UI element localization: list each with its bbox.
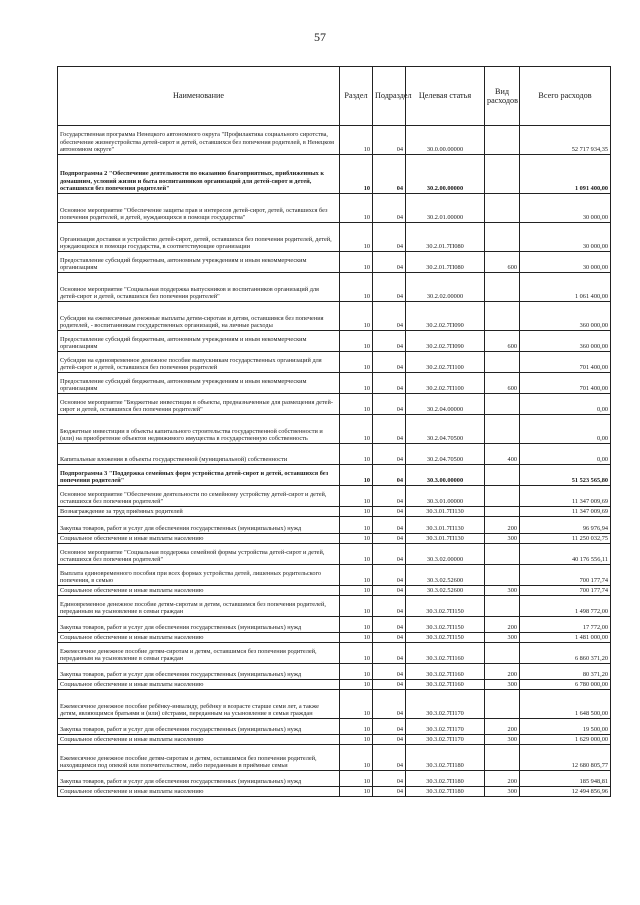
row-section: 10 [340, 643, 373, 664]
row-kind [485, 643, 520, 664]
table-row [58, 745, 611, 771]
row-target: 30.3.02.7П170 [406, 690, 485, 719]
table-row [58, 565, 611, 586]
row-subsection: 04 [373, 719, 406, 735]
row-target: 30.3.02.7П180 [406, 787, 485, 797]
row-total: 701 400,00 [520, 373, 611, 394]
row-kind: 600 [485, 331, 520, 352]
row-section: 10 [340, 586, 373, 596]
row-kind: 300 [485, 680, 520, 690]
table-row [58, 373, 611, 394]
row-section: 10 [340, 415, 373, 444]
row-subsection: 04 [373, 745, 406, 771]
row-target: 30.3.01.00000 [406, 486, 485, 507]
row-section: 10 [340, 690, 373, 719]
row-name: Основное мероприятие "Социальная поддержка выпускников и воспитанников организаций для детей-сирот и детей, оставшихся без попечения родителей" [58, 273, 340, 302]
table-row [58, 643, 611, 664]
row-kind [485, 465, 520, 486]
row-target: 30.3.02.7П180 [406, 745, 485, 771]
row-total: 30 000,00 [520, 252, 611, 273]
row-total: 701 400,00 [520, 352, 611, 373]
row-target: 30.3.01.7П130 [406, 517, 485, 534]
row-target: 30.3.01.7П130 [406, 534, 485, 544]
row-target: 30.3.02.7П160 [406, 643, 485, 664]
row-target: 30.3.02.52600 [406, 586, 485, 596]
row-section: 10 [340, 373, 373, 394]
row-target: 30.3.02.7П150 [406, 633, 485, 643]
row-kind: 200 [485, 664, 520, 680]
row-target: 30.2.04.00000 [406, 394, 485, 415]
row-name: Подпрограмма 2 "Обеспечение деятельности по оказанию благоприятных, приближенных к домашним, условий жизни и быта воспитанников организаций для детей-сирот и детей, оставшихся без попечения родителей" [58, 155, 340, 194]
row-total: 700 177,74 [520, 586, 611, 596]
row-name: Ежемесячное денежное пособие детям-сиротам и детям, оставшимся без попечения родителей, переданным на усыновление в семьи граждан [58, 643, 340, 664]
row-name: Основное мероприятие "Обеспечение защиты прав и интересов детей-сирот, детей, оставшихся без попечения родителей, и детей, нуждающихся в помощи государства" [58, 194, 340, 223]
header-subsection: Подраздел [373, 67, 406, 126]
row-section: 10 [340, 596, 373, 617]
row-name: Единовременное денежное пособие детям-сиротам и детям, оставшимся без попечения родителей, переданным на усыновление в семьи граждан [58, 596, 340, 617]
row-subsection: 04 [373, 273, 406, 302]
row-subsection: 04 [373, 664, 406, 680]
row-target: 30.3.02.7П160 [406, 680, 485, 690]
row-total: 700 177,74 [520, 565, 611, 586]
table-row [58, 690, 611, 719]
row-section: 10 [340, 517, 373, 534]
row-target: 30.2.00.00000 [406, 155, 485, 194]
row-total: 40 176 556,11 [520, 544, 611, 565]
table-row [58, 302, 611, 331]
row-section: 10 [340, 787, 373, 797]
row-kind [485, 690, 520, 719]
row-name: Субсидия на единовременное денежное пособие выпускникам государственных организаций для детей-сирот и детей, оставшихся без попечения родителей [58, 352, 340, 373]
row-name: Организация доставки и устройство детей-сирот, детей, оставшихся без попечения родителей, детей, нуждающихся в помощи государства, в соответствующие организации [58, 223, 340, 252]
row-target: 30.2.01.7П080 [406, 252, 485, 273]
row-total: 11 347 009,69 [520, 486, 611, 507]
row-total: 11 250 032,75 [520, 534, 611, 544]
table-row [58, 617, 611, 633]
row-kind: 600 [485, 373, 520, 394]
row-target: 30.2.01.7П080 [406, 223, 485, 252]
row-subsection: 04 [373, 444, 406, 465]
row-subsection: 04 [373, 415, 406, 444]
table-row [58, 719, 611, 735]
row-name: Закупка товаров, работ и услуг для обеспечения государственных (муниципальных) нужд [58, 617, 340, 633]
row-kind: 600 [485, 252, 520, 273]
row-total: 12 680 805,77 [520, 745, 611, 771]
row-section: 10 [340, 565, 373, 586]
row-subsection: 04 [373, 507, 406, 517]
header-target: Целевая статья [406, 67, 485, 126]
row-total: 1 061 400,00 [520, 273, 611, 302]
row-section: 10 [340, 273, 373, 302]
row-section: 10 [340, 352, 373, 373]
row-total: 6 860 371,20 [520, 643, 611, 664]
row-total: 0,00 [520, 394, 611, 415]
row-section: 10 [340, 194, 373, 223]
row-kind [485, 596, 520, 617]
table-row [58, 415, 611, 444]
table-row [58, 444, 611, 465]
row-subsection: 04 [373, 690, 406, 719]
table-row [58, 544, 611, 565]
row-total: 0,00 [520, 415, 611, 444]
row-subsection: 04 [373, 517, 406, 534]
row-section: 10 [340, 680, 373, 690]
row-subsection: 04 [373, 617, 406, 633]
row-kind: 300 [485, 735, 520, 745]
table-row [58, 596, 611, 617]
row-name: Закупка товаров, работ и услуг для обеспечения государственных (муниципальных) нужд [58, 771, 340, 787]
row-subsection: 04 [373, 534, 406, 544]
row-section: 10 [340, 735, 373, 745]
row-section: 10 [340, 394, 373, 415]
row-total: 17 772,00 [520, 617, 611, 633]
row-kind: 300 [485, 534, 520, 544]
table-row [58, 633, 611, 643]
row-subsection: 04 [373, 771, 406, 787]
row-target: 30.3.02.7П170 [406, 719, 485, 735]
row-total: 0,00 [520, 444, 611, 465]
row-target: 30.3.02.7П150 [406, 596, 485, 617]
row-target: 30.3.02.52600 [406, 565, 485, 586]
row-kind [485, 745, 520, 771]
row-target: 30.3.02.7П160 [406, 664, 485, 680]
row-name: Социальное обеспечение и иные выплаты населению [58, 787, 340, 797]
row-section: 10 [340, 155, 373, 194]
row-subsection: 04 [373, 126, 406, 155]
row-subsection: 04 [373, 252, 406, 273]
row-total: 12 494 856,96 [520, 787, 611, 797]
table-row [58, 194, 611, 223]
row-target: 30.2.01.00000 [406, 194, 485, 223]
row-target: 30.3.01.7П130 [406, 507, 485, 517]
row-name: Социальное обеспечение и иные выплаты населению [58, 735, 340, 745]
page-number: 57 [314, 30, 326, 44]
row-total: 1 091 400,00 [520, 155, 611, 194]
row-total: 1 498 772,00 [520, 596, 611, 617]
table-row [58, 664, 611, 680]
table-row [58, 534, 611, 544]
row-kind [485, 507, 520, 517]
row-name: Социальное обеспечение и иные выплаты населению [58, 534, 340, 544]
row-target: 30.2.04.70500 [406, 415, 485, 444]
row-total: 1 481 000,00 [520, 633, 611, 643]
table-row [58, 223, 611, 252]
row-target: 30.0.00.00000 [406, 126, 485, 155]
table-row [58, 155, 611, 194]
row-target: 30.2.04.70500 [406, 444, 485, 465]
row-section: 10 [340, 302, 373, 331]
table-row [58, 517, 611, 534]
row-kind [485, 394, 520, 415]
row-section: 10 [340, 486, 373, 507]
row-total: 6 780 000,00 [520, 680, 611, 690]
row-subsection: 04 [373, 486, 406, 507]
row-kind [485, 223, 520, 252]
row-name: Ежемесячное денежное пособие детям-сиротам и детям, оставшимся без попечения родителей, находящимся под опекой или попечительством, либо переданным в приёмные семьи [58, 745, 340, 771]
row-total: 80 371,20 [520, 664, 611, 680]
table-row [58, 507, 611, 517]
row-kind: 200 [485, 617, 520, 633]
row-name: Ежемесячное денежное пособие ребёнку-инвалиду, ребёнку в возрасте старше семи лет, а также детям, являющимся братьями и (или) сёстрами, переданным на усыновление в семьи граждан [58, 690, 340, 719]
row-subsection: 04 [373, 331, 406, 352]
row-target: 30.2.02.7П090 [406, 331, 485, 352]
table-header-row [58, 67, 611, 126]
row-kind: 300 [485, 586, 520, 596]
row-kind [485, 194, 520, 223]
row-name: Закупка товаров, работ и услуг для обеспечения государственных (муниципальных) нужд [58, 664, 340, 680]
row-total: 51 523 565,80 [520, 465, 611, 486]
table-row [58, 352, 611, 373]
table-row [58, 273, 611, 302]
header-kind: Вид расходов [485, 67, 520, 126]
row-total: 1 629 000,00 [520, 735, 611, 745]
row-subsection: 04 [373, 680, 406, 690]
row-section: 10 [340, 544, 373, 565]
table-row [58, 486, 611, 507]
header-total: Всего расходов [520, 67, 611, 126]
row-kind: 300 [485, 633, 520, 643]
row-name: Основное мероприятие "Социальная поддержка семейной формы устройства детей-сирот и детей, оставшихся без попечения родителей" [58, 544, 340, 565]
row-kind [485, 415, 520, 444]
row-section: 10 [340, 444, 373, 465]
row-name: Предоставление субсидий бюджетным, автономным учреждениям и иным некоммерческим организациям [58, 331, 340, 352]
row-section: 10 [340, 252, 373, 273]
row-kind [485, 352, 520, 373]
row-name: Основное мероприятие "Обеспечение деятельности по семейному устройству детей-сирот и детей, оставшихся без попечения родителей" [58, 486, 340, 507]
row-target: 30.2.02.00000 [406, 273, 485, 302]
row-kind: 200 [485, 771, 520, 787]
table-row [58, 394, 611, 415]
row-subsection: 04 [373, 565, 406, 586]
row-total: 96 976,94 [520, 517, 611, 534]
row-target: 30.3.00.00000 [406, 465, 485, 486]
row-subsection: 04 [373, 223, 406, 252]
table-row [58, 331, 611, 352]
row-section: 10 [340, 331, 373, 352]
row-name: Закупка товаров, работ и услуг для обеспечения государственных (муниципальных) нужд [58, 517, 340, 534]
table-row [58, 771, 611, 787]
row-target: 30.2.02.7П090 [406, 302, 485, 331]
row-kind [485, 126, 520, 155]
header-name: Наименование [58, 67, 340, 126]
row-name: Социальное обеспечение и иные выплаты населению [58, 633, 340, 643]
row-name: Государственная программа Ненецкого автономного округа "Профилактика социального сиротства, обеспечение жизнеустройства детей-сирот и детей, оставшихся без попечения родителей, в Ненецком автономном округе" [58, 126, 340, 155]
table-row [58, 680, 611, 690]
row-name: Подпрограмма 3 "Поддержка семейных форм устройства детей-сирот и детей, оставшихся без попечения родителей" [58, 465, 340, 486]
row-kind: 200 [485, 517, 520, 534]
row-section: 10 [340, 465, 373, 486]
row-total: 52 717 934,35 [520, 126, 611, 155]
row-subsection: 04 [373, 194, 406, 223]
row-target: 30.2.02.7П100 [406, 373, 485, 394]
row-subsection: 04 [373, 373, 406, 394]
budget-table [57, 66, 611, 797]
row-name: Закупка товаров, работ и услуг для обеспечения государственных (муниципальных) нужд [58, 719, 340, 735]
row-subsection: 04 [373, 394, 406, 415]
row-total: 185 948,81 [520, 771, 611, 787]
row-name: Выплата единовременного пособия при всех формах устройства детей, лишенных родительского попечения, в семью [58, 565, 340, 586]
row-subsection: 04 [373, 596, 406, 617]
row-name: Субсидия на ежемесячные денежные выплаты детям-сиротам и детям, оставшимся без попечения родителей, - воспитанникам государственных организаций, на личные расходы [58, 302, 340, 331]
table-row [58, 126, 611, 155]
row-name: Социальное обеспечение и иные выплаты населению [58, 586, 340, 596]
row-section: 10 [340, 771, 373, 787]
row-subsection: 04 [373, 155, 406, 194]
row-section: 10 [340, 719, 373, 735]
row-section: 10 [340, 534, 373, 544]
table-row [58, 787, 611, 797]
table-row [58, 252, 611, 273]
row-name: Предоставление субсидий бюджетным, автономным учреждениям и иным некоммерческим организациям [58, 373, 340, 394]
row-total: 11 347 009,69 [520, 507, 611, 517]
row-target: 30.3.02.7П170 [406, 735, 485, 745]
row-kind: 400 [485, 444, 520, 465]
row-target: 30.3.02.00000 [406, 544, 485, 565]
row-kind [485, 565, 520, 586]
row-name: Предоставление субсидий бюджетным, автономным учреждениям и иным некоммерческим организациям [58, 252, 340, 273]
row-kind [485, 273, 520, 302]
row-total: 360 000,00 [520, 331, 611, 352]
row-section: 10 [340, 745, 373, 771]
row-total: 1 648 500,00 [520, 690, 611, 719]
row-subsection: 04 [373, 735, 406, 745]
row-total: 30 000,00 [520, 194, 611, 223]
row-total: 19 500,00 [520, 719, 611, 735]
row-section: 10 [340, 664, 373, 680]
row-section: 10 [340, 633, 373, 643]
header-section: Раздел [340, 67, 373, 126]
row-target: 30.3.02.7П180 [406, 771, 485, 787]
row-total: 360 000,00 [520, 302, 611, 331]
row-subsection: 04 [373, 586, 406, 596]
row-section: 10 [340, 126, 373, 155]
row-subsection: 04 [373, 633, 406, 643]
row-name: Социальное обеспечение и иные выплаты населению [58, 680, 340, 690]
table-row [58, 735, 611, 745]
row-kind [485, 544, 520, 565]
row-kind: 300 [485, 787, 520, 797]
row-kind [485, 155, 520, 194]
row-section: 10 [340, 617, 373, 633]
row-subsection: 04 [373, 465, 406, 486]
row-target: 30.3.02.7П150 [406, 617, 485, 633]
row-target: 30.2.02.7П100 [406, 352, 485, 373]
row-kind [485, 302, 520, 331]
row-subsection: 04 [373, 643, 406, 664]
table-row [58, 586, 611, 596]
row-subsection: 04 [373, 302, 406, 331]
row-section: 10 [340, 507, 373, 517]
row-subsection: 04 [373, 787, 406, 797]
row-name: Основное мероприятие "Бюджетные инвестиции в объекты, предназначенные для размещения детей-сирот и детей, оставшихся без попечения родителей" [58, 394, 340, 415]
row-kind [485, 486, 520, 507]
row-name: Вознаграждение за труд приёмных родителей [58, 507, 340, 517]
row-subsection: 04 [373, 544, 406, 565]
table-row [58, 465, 611, 486]
row-total: 30 000,00 [520, 223, 611, 252]
row-section: 10 [340, 223, 373, 252]
row-kind: 200 [485, 719, 520, 735]
row-name: Бюджетные инвестиции в объекты капитального строительства государственной собственности и (или) на приобретение объектов недвижимого имущества в государственную собственность [58, 415, 340, 444]
row-name: Капитальные вложения в объекты государственной (муниципальной) собственности [58, 444, 340, 465]
row-subsection: 04 [373, 352, 406, 373]
